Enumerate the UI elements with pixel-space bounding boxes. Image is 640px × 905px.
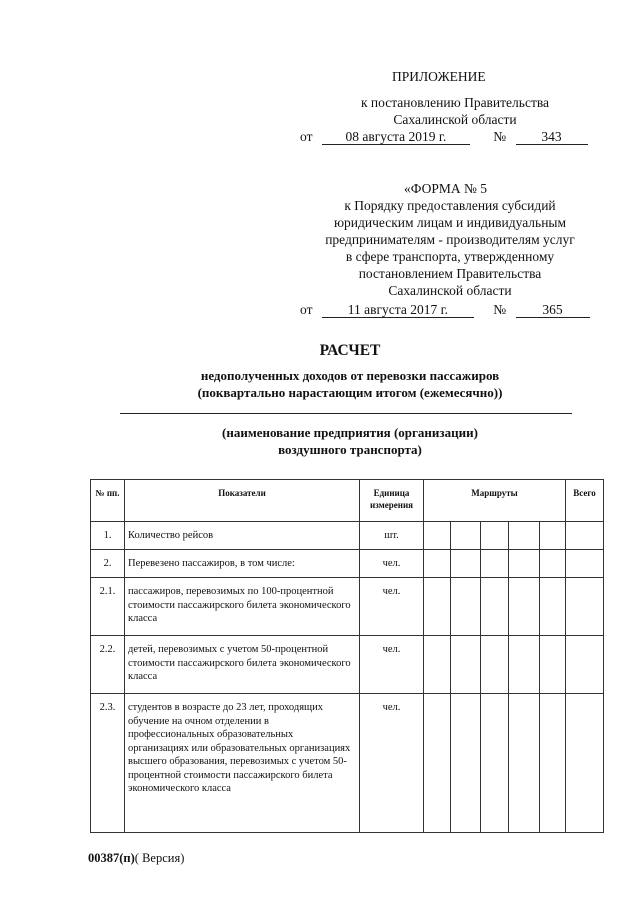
form-title: «ФОРМА № 5 — [404, 181, 487, 196]
form-from-label: от — [300, 302, 313, 317]
route-cell — [509, 550, 540, 578]
route-cell — [451, 636, 481, 694]
route-cell — [509, 522, 540, 550]
calc-title: РАСЧЕТ — [319, 342, 381, 359]
total-cell — [566, 550, 604, 578]
row-indicator: студентов в возрасте до 23 лет, проходящих обучение на очном отделении в профессиональных образовательных организациях или образовательных организациях высшего образования, перевозимых с учетом 50-процентной стоимости пассажирского билета экономического класса — [125, 694, 360, 833]
row-indicator: Перевезено пассажиров, в том числе: — [125, 550, 360, 578]
total-cell — [566, 578, 604, 636]
row-indicator: Количество рейсов — [125, 522, 360, 550]
row-unit: чел. — [360, 550, 424, 578]
route-cell — [424, 550, 451, 578]
row-num: 2.2. — [91, 636, 125, 694]
route-cell — [540, 636, 566, 694]
header-unit: Единица измерения — [360, 480, 424, 522]
footer-code-line — [88, 851, 184, 866]
appendix-date: 08 августа 2019 г. — [322, 129, 470, 145]
route-cell — [424, 636, 451, 694]
form-line: Сахалинской области — [388, 283, 512, 298]
route-cell — [481, 636, 509, 694]
row-indicator: детей, перевозимых с учетом 50-процентной стоимости пассажирского билета экономического класса — [125, 636, 360, 694]
appendix-title: ПРИЛОЖЕНИЕ — [392, 69, 486, 84]
form-line: в сфере транспорта, утвержденному — [345, 249, 555, 264]
total-cell — [566, 636, 604, 694]
row-num: 2.3. — [91, 694, 125, 833]
calculation-table — [90, 479, 604, 833]
route-cell — [481, 694, 509, 833]
appendix-date-line — [300, 128, 588, 145]
route-cell — [540, 578, 566, 636]
row-unit: чел. — [360, 578, 424, 636]
appendix-from-label: от — [300, 129, 313, 144]
form-number: 365 — [516, 302, 590, 318]
row-unit: чел. — [360, 694, 424, 833]
form-line: постановлением Правительства — [358, 266, 542, 281]
appendix-line-1: к постановлению Правительства — [360, 95, 550, 110]
row-num: 1. — [91, 522, 125, 550]
table-row — [91, 550, 604, 578]
footer-version: ( Версия) — [134, 851, 185, 865]
form-line: предпринимателям - производителям услуг — [325, 232, 575, 247]
route-cell — [424, 578, 451, 636]
org-caption-2: воздушного транспорта) — [278, 442, 422, 457]
header-indicators: Показатели — [125, 480, 360, 522]
route-cell — [451, 522, 481, 550]
appendix-number-label: № — [493, 129, 507, 144]
row-unit: шт. — [360, 522, 424, 550]
form-body — [288, 197, 612, 299]
calc-subtitle-2: (поквартально нарастающим итогом (ежемесячно)) — [197, 385, 503, 400]
route-cell — [424, 694, 451, 833]
header-num: № пп. — [91, 480, 125, 522]
row-num: 2.1. — [91, 578, 125, 636]
route-cell — [451, 694, 481, 833]
form-date-line — [300, 301, 590, 318]
route-cell — [481, 578, 509, 636]
route-cell — [540, 550, 566, 578]
route-cell — [509, 578, 540, 636]
route-cell — [509, 694, 540, 833]
route-cell — [481, 522, 509, 550]
form-line: к Порядку предоставления субсидий — [344, 198, 556, 213]
table-header-row — [91, 480, 604, 522]
table-row — [91, 694, 604, 833]
total-cell — [566, 522, 604, 550]
footer-code: 00387(п) — [88, 851, 135, 865]
org-caption-1: (наименование предприятия (организации) — [222, 425, 478, 440]
route-cell — [540, 694, 566, 833]
form-date: 11 августа 2017 г. — [322, 302, 474, 318]
appendix-line-2: Сахалинской области — [393, 112, 517, 127]
route-cell — [451, 550, 481, 578]
form-number-label: № — [493, 302, 507, 317]
form-line: юридическим лицам и индивидуальным — [333, 215, 567, 230]
calc-subtitle-1: недополученных доходов от перевозки пассажиров — [200, 368, 500, 383]
org-name-line — [120, 413, 572, 414]
appendix-number: 343 — [516, 129, 588, 145]
route-cell — [424, 522, 451, 550]
row-indicator: пассажиров, перевозимых по 100-процентной стоимости пассажирского билета экономического класса — [125, 578, 360, 636]
header-routes: Маршруты — [424, 480, 566, 522]
route-cell — [451, 578, 481, 636]
route-cell — [481, 550, 509, 578]
table-row — [91, 578, 604, 636]
row-unit: чел. — [360, 636, 424, 694]
total-cell — [566, 694, 604, 833]
table-row — [91, 636, 604, 694]
route-cell — [540, 522, 566, 550]
table-row — [91, 522, 604, 550]
route-cell — [509, 636, 540, 694]
row-num: 2. — [91, 550, 125, 578]
header-total: Всего — [566, 480, 604, 522]
